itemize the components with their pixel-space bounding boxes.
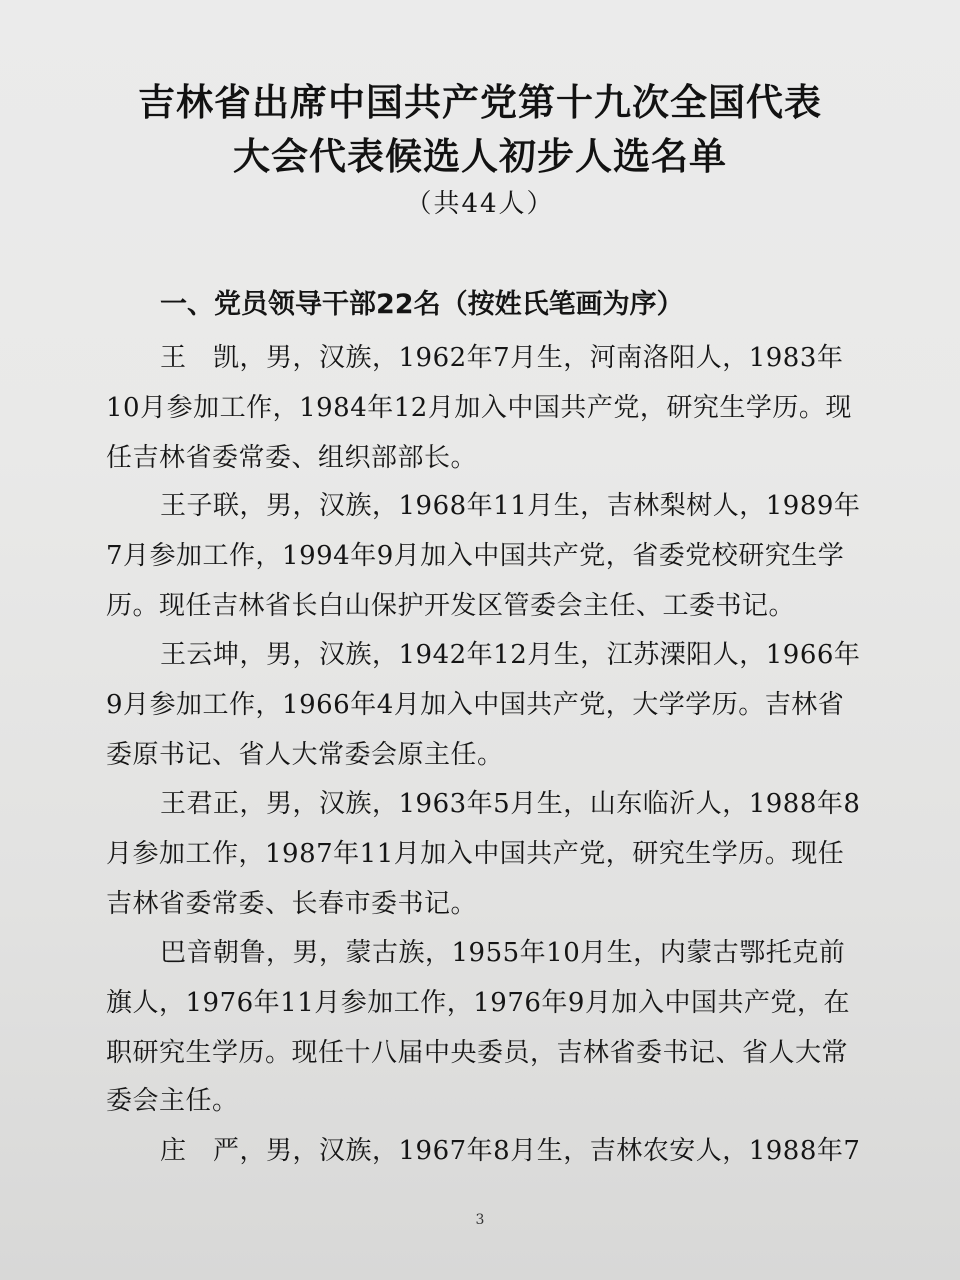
paragraph-line: 委原书记、省人大常委会原主任。 <box>106 740 504 770</box>
paragraph-line: 职研究生学历。现任十八届中央委员，吉林省委书记、省人大常 <box>106 1038 849 1068</box>
paragraph-line: 任吉林省委常委、组织部部长。 <box>106 443 478 473</box>
paragraph-line: 历。现任吉林省长白山保护开发区管委会主任、工委书记。 <box>106 591 796 621</box>
paragraph-line: 旗人，1976年11月参加工作，1976年9月加入中国共产党，在 <box>106 988 850 1018</box>
paragraph-line: 月参加工作，1987年11月加入中国共产党，研究生学历。现任 <box>106 839 845 869</box>
paragraph-line: 庄 严，男，汉族，1967年8月生，吉林农安人，1988年7 <box>160 1136 861 1166</box>
paragraph-line: 王君正，男，汉族，1963年5月生，山东临沂人，1988年8 <box>160 789 861 819</box>
paragraph-line: 王 凯，男，汉族，1962年7月生，河南洛阳人，1983年 <box>160 343 844 373</box>
section-heading: 一、党员领导干部22名（按姓氏笔画为序） <box>160 289 684 320</box>
document-title-line-2: 大会代表候选人初步人选名单 <box>233 135 727 178</box>
paragraph-line: 7月参加工作，1994年9月加入中国共产党，省委党校研究生学 <box>106 541 845 571</box>
paragraph-line: 王云坤，男，汉族，1942年12月生，江苏溧阳人，1966年 <box>160 640 861 670</box>
document-subtitle: （共44人） <box>405 189 555 219</box>
paragraph-line: 王子联，男，汉族，1968年11月生，吉林梨树人，1989年 <box>160 491 861 521</box>
paragraph-line: 9月参加工作，1966年4月加入中国共产党，大学学历。吉林省 <box>106 690 845 720</box>
paragraph-line: 巴音朝鲁，男，蒙古族，1955年10月生，内蒙古鄂托克前 <box>160 938 846 968</box>
paragraph-line: 10月参加工作，1984年12月加入中国共产党，研究生学历。现 <box>106 393 852 423</box>
page-number: 3 <box>475 1212 485 1228</box>
document-title-line-1: 吉林省出席中国共产党第十九次全国代表 <box>138 81 822 124</box>
paragraph-line: 委会主任。 <box>106 1086 239 1116</box>
paragraph-line: 吉林省委常委、长春市委书记。 <box>106 889 478 919</box>
